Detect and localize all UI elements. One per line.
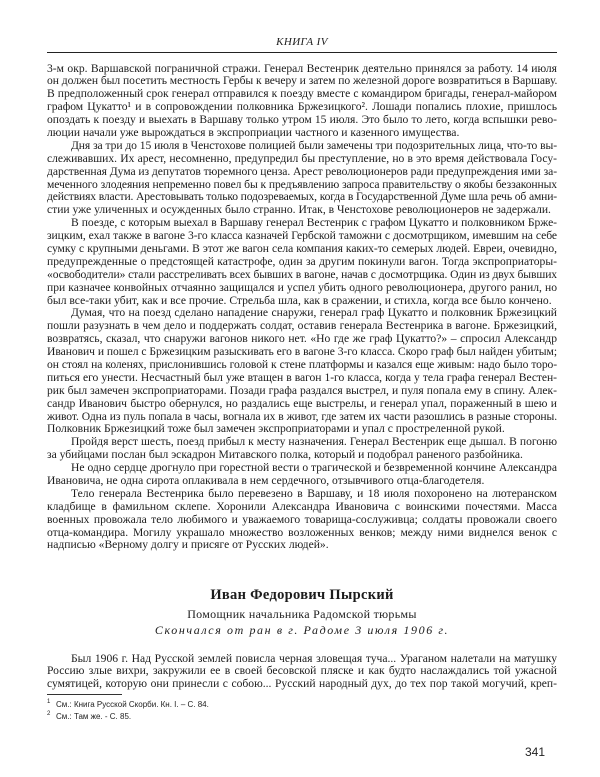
section-title: Иван Федорович Пырский: [210, 587, 394, 603]
footnote-text: См.: Книга Русской Скорби. Кн. I. – С. 84.: [56, 700, 209, 709]
text-line: Пройдя верст шесть, поезд прибыл к месту назначения. Генерал Вестенрик еще дышал. В погоню: [71, 435, 557, 449]
text-line: надписью «Верному долгу и присяге от Русских людей».: [47, 538, 329, 552]
text-line: при казначее конвойных отчаянно защищался и успел убить одного революционера, другого ранил, но: [47, 280, 557, 294]
text-line: В поезде, с которым выехал в Варшаву генерал Вестенрик с графом Цукатто и полковником Брже-: [71, 216, 557, 230]
text-line: опоздать к поезду и выехать в Варшаву только утром 15 июля. Это было то лето, когда вспышки рево-: [47, 113, 557, 127]
text-line: он должен был посетить местность Гербы к вечеру и затем по железной дороге возвратиться в Варшаву.: [47, 74, 558, 88]
running-head: КНИГА IV: [276, 36, 328, 48]
text-line: рик был замечен экспроприаторами. Позади графа раздался выстрел, и пуля попала ему в спину. Алек-: [47, 383, 557, 397]
text-line: действиях власти. Арестовывать только подозреваемых, когда в Государственной Думе шла речь об амни-: [47, 190, 557, 204]
text-line: слеживавших. Их арест, несомненно, предупредил бы преступление, но в это время действовала Госу-: [47, 151, 557, 165]
footnote-number: 2: [47, 711, 51, 717]
paragraph: [47, 307, 557, 436]
text-line: В предположенный срок генерал отправился к поезду вместе с командиром бригады, генерал-майором: [47, 87, 557, 101]
footnote-text: См.: Там же. - С. 85.: [56, 712, 132, 721]
text-line: Думая, что на поезд сделано нападение снаружи, генерал граф Цукатто и полковник Бржезицкий: [71, 306, 557, 320]
paragraph: [47, 140, 557, 217]
footnote: [47, 711, 131, 721]
text-line: Россию злые вихри, закружили ее в своей бесовской пляске и как будто наслаждались той ужасной: [47, 664, 557, 678]
text-line: Ивановича, не одна сирота оплакивала в нем сердечного, отзывчивого отца-благодетеля.: [47, 474, 485, 487]
text-line: он стоял на коленях, прислонившись головой к стене платформы и казался еще живым: надо было торо-: [47, 357, 557, 371]
paragraph: [47, 488, 557, 552]
text-line: за убийцами послан был эскадрон Митавского полка, который и подобрал раненого разбойника.: [47, 448, 523, 462]
text-line: графом Цукатто¹ и в сопровождении полковника Бржезицкого². Лошади попались плохие, пришлось: [47, 100, 557, 114]
footnote-number: 1: [47, 699, 51, 705]
paragraph: [47, 63, 557, 140]
text-line: предупрежденные о предстоящей катастрофе, один за другим покинули вагон. Тогда экспроприаторы-: [47, 254, 557, 268]
text-line: был все-таки убит, как и все прочие. Стрельба шла, как в сражении, и стихла, когда все было кончено.: [47, 293, 552, 307]
footnote: [47, 699, 209, 709]
footnote-rule: [47, 694, 122, 695]
text-line: стии уже уличенных и осужденных было странно. Итак, в Ченстохове революционеров не задержали.: [47, 203, 551, 217]
text-line: отца-командира. Могилу украшало множество возложенных венков; между ними виднелся венок с: [47, 525, 557, 539]
section-date-line: Скончался от ран в г. Радоме 3 июля 1906 г.: [154, 623, 450, 637]
body-text: [47, 63, 557, 553]
header-rule: [47, 52, 557, 53]
paragraph: [47, 653, 557, 692]
text-line: люции начали уже вырождаться в экспроприации частного и казенного имущества.: [47, 125, 460, 139]
text-line: сандр Иванович быстро обернулся, но раздались еще выстрелы, и генерал упал, пораженный в шею и: [47, 396, 557, 410]
text-line: кладбище в фамильном склепе. Хоронили Александра Ивановича с воинскими почестями. Масса: [47, 499, 557, 513]
text-line: «освободители» стали расстреливать всех бывших в вагоне, начав с досмотрщика. Один из двух бывших: [47, 267, 557, 281]
text-line: пошли разузнать в чем дело и поддержать солдат, оставив генерала Вестенрика в вагоне. Бржезицкий,: [47, 319, 557, 333]
text-line: Тело генерала Вестенрика было перевезено в Варшаву, и 18 июля похоронено на лютеранском: [71, 486, 557, 500]
text-line: меченного злодеяния непременно повел бы к предъявлению запроса правительству о якобы беззаконных: [47, 177, 557, 191]
text-line: питься его унести. Несчастный был уже втащен в вагон 1-го класса, когда у тела графа генерал Вестен-: [47, 370, 557, 384]
text-line: Был 1906 г. Над Русской землей повисла черная зловещая туча... Ураганом налетали на матушку: [71, 651, 557, 665]
text-line: Иванович и пошел с Бржезицким разыскивать его в вагоне 3-го класса. Скоро граф был найден убитым;: [47, 345, 557, 359]
text-line: живот. Одна из пуль попала в часы, вогнала их в живот, где затем их части разошлись в разные стороны.: [47, 409, 557, 423]
page-number: 341: [524, 745, 545, 759]
text-line: Не одно сердце дрогнуло при горестной вести о трагической и безвременной кончине Александра: [71, 461, 557, 475]
section-subtitle: Помощник начальника Радомской тюрьмы: [187, 607, 417, 621]
paragraph: [47, 462, 557, 488]
text-line: возвратясь, сказал, что снаружи вагонов никого нет. «Но где же граф Цукатто?» – спросил Александр: [47, 332, 557, 346]
text-line: Дня за три до 15 июля в Ченстохове полицией были замечены три подозрительных лица, что-то вы-: [71, 138, 557, 152]
section-body-text: [47, 653, 557, 692]
paragraph: [47, 436, 557, 462]
text-line: военных провожала тело любимого и уважаемого товарища-сослуживца; солдаты провожали своего: [47, 512, 557, 526]
text-line: сумку с крупными деньгами. В этот же вагон села компания каких-то семерых людей. Евреи, очевидно,: [47, 241, 557, 255]
text-line: 3-м окр. Варшавской пограничной стражи. Генерал Вестенрик деятельно принялся за работу. 14 июля: [47, 61, 557, 75]
text-line: дарственная Дума из депутатов тюремного ценза. Арест революционеров ради предупреждения ими за-: [47, 164, 557, 178]
text-line: Полковник Бржезицкий тоже был замечен экспроприаторами и упал с простреленной рукой.: [47, 422, 505, 436]
text-line: сумятицей, которую они принесли с собою... Русский народный дух, до тех пор такой могучий, креп-: [47, 677, 557, 691]
text-line: зицким, ехал также в вагоне 3-го класса казначей Гербской таможни с досмотрщиком, имевшим на себе: [47, 229, 557, 243]
paragraph: [47, 217, 557, 307]
